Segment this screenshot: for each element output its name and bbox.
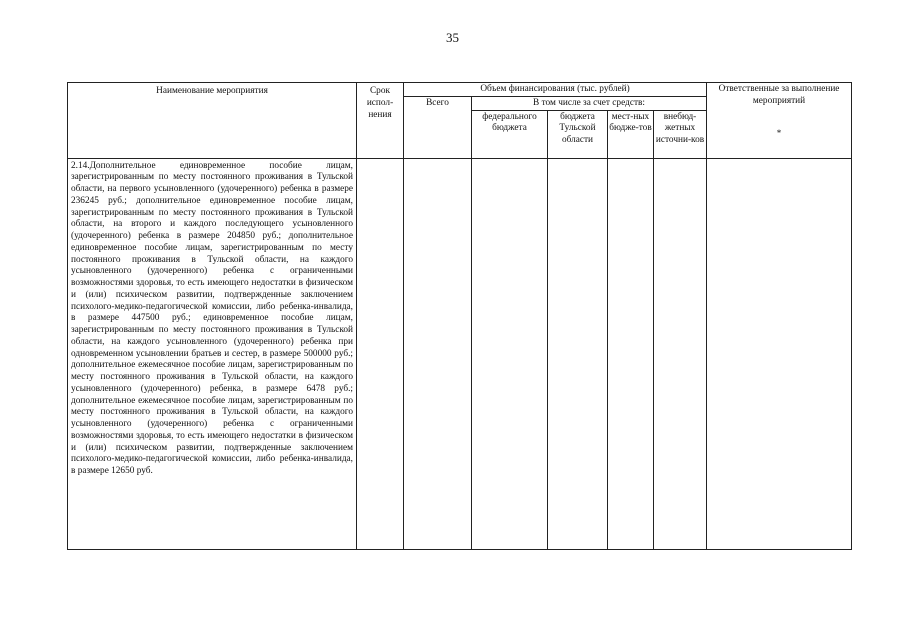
header-responsible <box>707 83 852 159</box>
header-extrabudget: внебюд-жетных источни-ков <box>654 110 707 158</box>
header-measure-name: Наименование мероприятия <box>68 83 357 159</box>
cell-extrabudget <box>654 158 707 549</box>
header-including: В том числе за счет средств: <box>472 96 707 110</box>
page-number: 35 <box>446 30 459 45</box>
header-regional: бюджета Тульской области <box>548 110 608 158</box>
header-term: Срок испол-нения <box>357 83 404 159</box>
header-local: мест-ных бюдже-тов <box>608 110 654 158</box>
cell-total <box>404 158 472 549</box>
cell-federal <box>472 158 548 549</box>
header-responsible-mark: * <box>776 127 782 138</box>
header-responsible-label: Ответственные за выполнение мероприятий <box>718 84 840 106</box>
cell-responsible <box>707 158 852 549</box>
cell-term <box>357 158 404 549</box>
measure-description: 2.14.Дополнительное единовременное пособие лицам, зарегистрированным по месту постоянного проживания в Тульской области, на первого усыновленного (удочеренного) ребенка в размере 236245 руб.; дополнительное единовременное пособие лицам, зарегистрированным по месту постоянного проживания в Тульской области, на второго и каждого последующего усыновленного (удочеренного) ребенка в размере 204850 руб.; дополнительное единовременное пособие лицам, зарегистрированным по месту постоянного проживания в Тульской области, на каждого усыновленного (удочеренного) ребенка с ограниченными возможностями здоровья, то есть имеющего недостатки в физическом и (или) психическом развитии, подтвержденные заключением психолого-медико-педагогической комиссии, либо ребенка-инвалида, в размере 447500 руб.; единовременное пособие лицам, зарегистрированным по месту постоянного проживания в Тульской области, на каждого усыновленного (удочеренного) ребенка при одновременном усыновлении братьев и сестер, в размере 500000 руб.; дополнительное ежемесячное пособие лицам, зарегистрированным по месту постоянного проживания в Тульской области, на каждого усыновленного (удочеренного) ребенка, в размере 6478 руб.; дополнительное ежемесячное пособие лицам, зарегистрированным по месту постоянного проживания в Тульской области, на каждого усыновленного (удочеренного) ребенка с ограниченными возможностями здоровья, то есть имеющего недостатки в физическом и (или) психическом развитии, подтвержденные заключением психолого-медико-педагогической комиссии, либо ребенка-инвалида, в размере 12650 руб. <box>68 158 357 549</box>
cell-local <box>608 158 654 549</box>
header-financing: Объем финансирования (тыс. рублей) <box>404 83 707 97</box>
measures-table <box>67 82 852 550</box>
header-row-1 <box>68 83 852 97</box>
table-row <box>68 158 852 549</box>
header-total: Всего <box>404 96 472 158</box>
cell-regional <box>548 158 608 549</box>
header-federal: федерального бюджета <box>472 110 548 158</box>
